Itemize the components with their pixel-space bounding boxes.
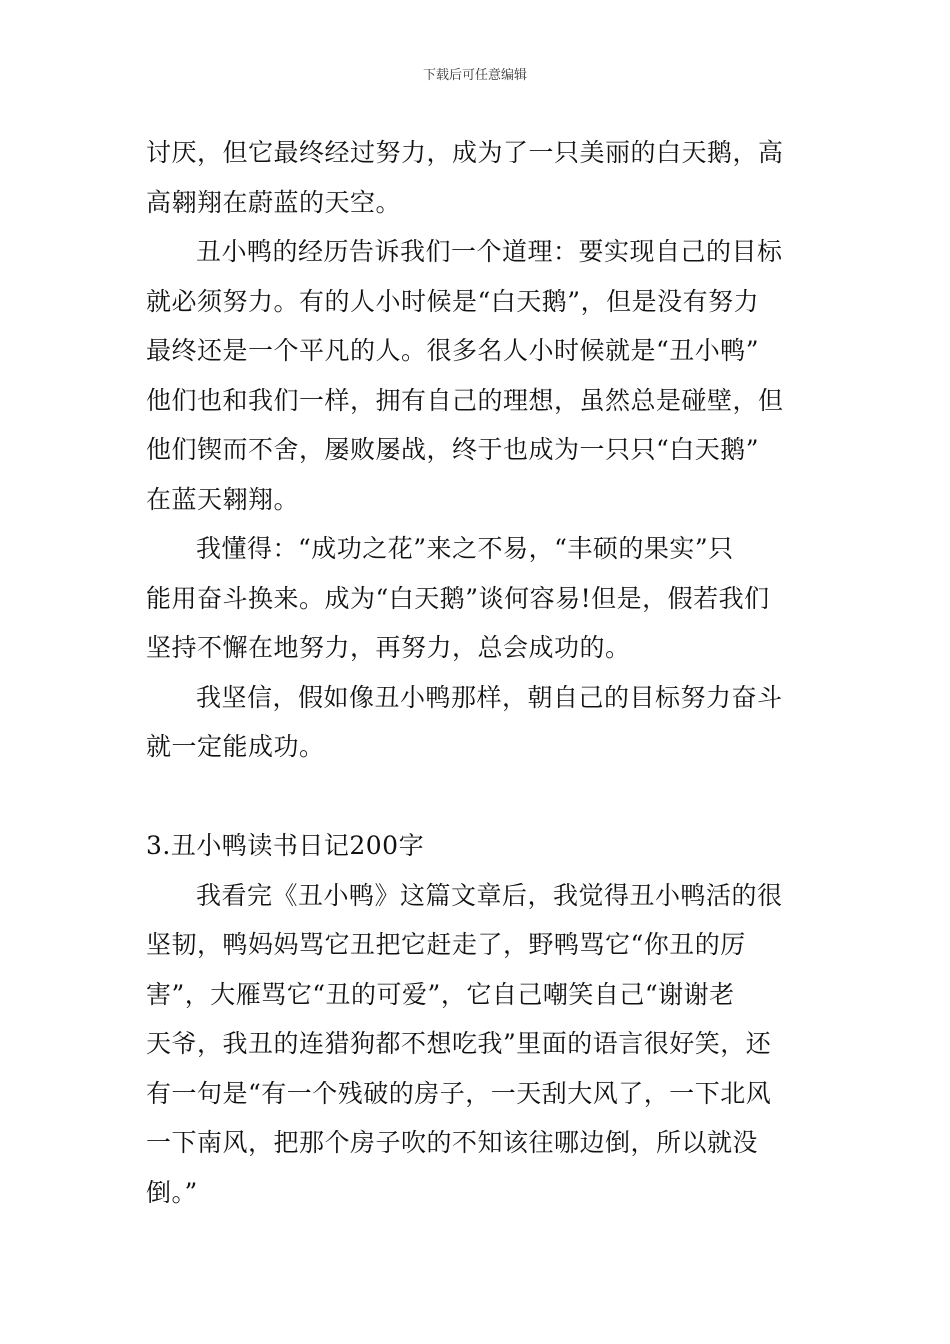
text-line: 害”，大雁骂它“丑的可爱”，它自己嘲笑自己“谢谢老 [146, 979, 735, 1009]
text-line: 一下南风，把那个房子吹的不知该往哪边倒，所以就没 [146, 1128, 759, 1157]
text-line: 坚韧，鸭妈妈骂它丑把它赶走了，野鸭骂它“你丑的厉 [146, 930, 746, 959]
page-header: 下载后可任意编辑 [422, 68, 527, 83]
text-line: 有一句是“有一个残破的房子，一天刮大风了，一下北风 [146, 1078, 772, 1108]
section-heading: 3.丑小鸭读书日记200字 [146, 831, 425, 860]
paragraph-2 [146, 227, 810, 524]
document-body [146, 128, 810, 1217]
text-line: 他们也和我们一样，拥有自己的理想，虽然总是碰壁，但 [146, 385, 784, 415]
text-line: 坚持不懈在地努力，再努力，总会成功的。 [146, 633, 631, 662]
text-line: 最终还是一个平凡的人。很多名人小时候就是“丑小鸭” [146, 336, 760, 365]
paragraph-5 [146, 871, 810, 1218]
blank-line [146, 772, 810, 822]
text-line: 就一定能成功。 [146, 732, 325, 761]
text-line: 倒。” [146, 1177, 198, 1207]
paragraph-4 [146, 673, 810, 772]
paragraph-1 [146, 128, 810, 227]
text-line: 在蓝天翱翔。 [146, 484, 300, 514]
text-line: 他们锲而不舍，屡败屡战，终于也成为一只只“白天鹅” [146, 435, 760, 464]
text-line: 我看完《丑小鸭》这篇文章后，我觉得丑小鸭活的很 [196, 880, 783, 910]
paragraph-3 [146, 524, 810, 673]
text-line: 就必须努力。有的人小时候是“白天鹅”，但是没有努力 [146, 286, 760, 316]
text-line: 讨厌，但它最终经过努力，成为了一只美丽的白天鹅，高 [146, 138, 784, 167]
text-line: 能用奋斗换来。成为“白天鹅”谈何容易!但是，假若我们 [146, 583, 770, 613]
text-line: 丑小鸭的经历告诉我们一个道理：要实现自己的目标 [196, 237, 783, 266]
text-line: 我坚信，假如像丑小鸭那样，朝自己的目标努力奋斗 [196, 682, 783, 712]
text-line: 我懂得：“成功之花”来之不易，“丰硕的果实”只 [196, 534, 734, 563]
text-line: 高翱翔在蔚蓝的天空。 [146, 187, 402, 217]
text-line: 天爷，我丑的连猎狗都不想吃我”里面的语言很好笑，还 [146, 1029, 772, 1058]
